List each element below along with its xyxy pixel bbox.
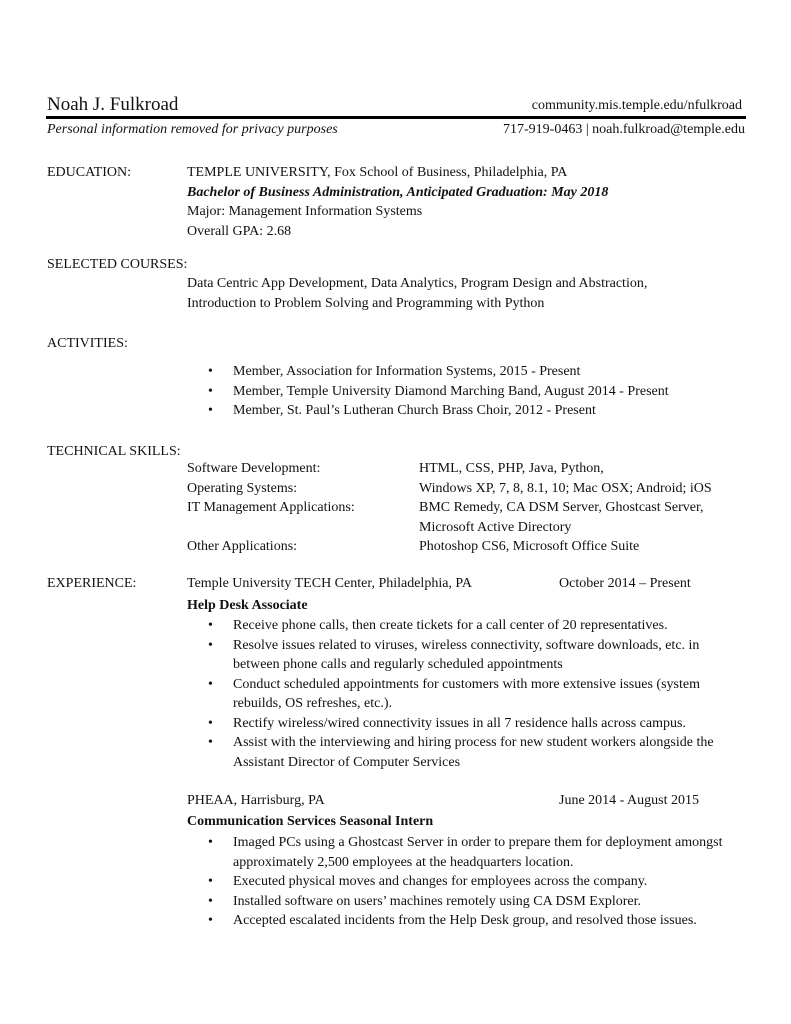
skills-heading: TECHNICAL SKILLS:	[47, 444, 181, 459]
job-dates: October 2014 – Present	[559, 576, 691, 591]
website-url: community.mis.temple.edu/nfulkroad	[531, 98, 742, 113]
activities-list	[187, 362, 737, 421]
activities-heading: ACTIVITIES:	[47, 336, 128, 351]
list-item: • Conduct scheduled appointments for customers with more extensive issues (system rebuilds, OS refreshes, etc.).	[187, 675, 737, 714]
list-item: • Imaged PCs using a Ghostcast Server in order to prepare them for deployment amongst approximately 2,500 employees at the headquarters location.	[187, 833, 737, 872]
courses-heading: SELECTED COURSES:	[47, 257, 188, 272]
list-item: • Accepted escalated incidents from the Help Desk group, and resolved those issues.	[187, 911, 737, 931]
education-details	[187, 163, 608, 241]
skill-value: HTML, CSS, PHP, Java, Python,	[419, 461, 604, 476]
skill-category: IT Management Applications:	[187, 500, 355, 515]
education-heading: EDUCATION:	[47, 165, 131, 180]
skills-table	[187, 459, 749, 557]
list-item: • Member, Association for Information Systems, 2015 - Present	[187, 362, 737, 382]
resume-name: Noah J. Fulkroad	[47, 94, 179, 115]
skill-category: Software Development:	[187, 461, 321, 476]
privacy-note: Personal information removed for privacy purposes	[47, 122, 338, 137]
job-title: Communication Services Seasonal Intern	[187, 814, 434, 829]
job-bullets	[187, 616, 737, 772]
skill-value: Photoshop CS6, Microsoft Office Suite	[419, 539, 640, 554]
header-divider	[46, 116, 746, 119]
skill-row	[187, 459, 749, 479]
list-item: • Member, St. Paul’s Lutheran Church Brass Choir, 2012 - Present	[187, 401, 737, 421]
list-item: • Rectify wireless/wired connectivity issues in all 7 residence halls across campus.	[187, 714, 737, 734]
list-item: • Installed software on users’ machines remotely using CA DSM Explorer.	[187, 892, 737, 912]
list-item: • Receive phone calls, then create tickets for a call center of 20 representatives.	[187, 616, 737, 636]
list-item: • Resolve issues related to viruses, wireless connectivity, software downloads, etc. in between phone calls and regularly scheduled appointments	[187, 636, 737, 675]
list-item: • Executed physical moves and changes for employees across the company.	[187, 872, 737, 892]
skill-row	[187, 479, 749, 499]
skill-category: Other Applications:	[187, 539, 298, 554]
job-dates: June 2014 - August 2015	[559, 793, 699, 808]
skill-row	[187, 498, 749, 537]
experience-heading: EXPERIENCE:	[47, 576, 137, 591]
skill-value: BMC Remedy, CA DSM Server, Ghostcast Server, Microsoft Active Directory	[419, 500, 704, 535]
job-org: PHEAA, Harrisburg, PA	[187, 793, 325, 808]
degree: Bachelor of Business Administration, Anticipated Graduation: May 2018	[187, 184, 609, 200]
major: Major: Management Information Systems	[187, 204, 423, 219]
job-org: Temple University TECH Center, Philadelphia, PA	[187, 576, 473, 591]
job-title: Help Desk Associate	[187, 598, 308, 613]
skill-category: Operating Systems:	[187, 480, 298, 496]
gpa: Overall GPA: 2.68	[187, 223, 292, 239]
list-item: • Assist with the interviewing and hiring process for new student workers alongside the Assistant Director of Computer Services	[187, 733, 737, 772]
skill-row	[187, 537, 749, 557]
courses-list	[187, 274, 647, 313]
courses-line: Introduction to Problem Solving and Programming with Python	[187, 295, 545, 311]
school-name: TEMPLE UNIVERSITY, Fox School of Business, Philadelphia, PA	[187, 165, 568, 180]
skill-value: Windows XP, 7, 8, 8.1, 10; Mac OSX; Android; iOS	[419, 480, 712, 496]
courses-line: Data Centric App Development, Data Analytics, Program Design and Abstraction,	[187, 276, 648, 291]
contact-info: 717-919-0463 | noah.fulkroad@temple.edu	[503, 122, 745, 137]
list-item: • Member, Temple University Diamond Marching Band, August 2014 - Present	[187, 382, 737, 402]
job-bullets	[187, 833, 737, 931]
